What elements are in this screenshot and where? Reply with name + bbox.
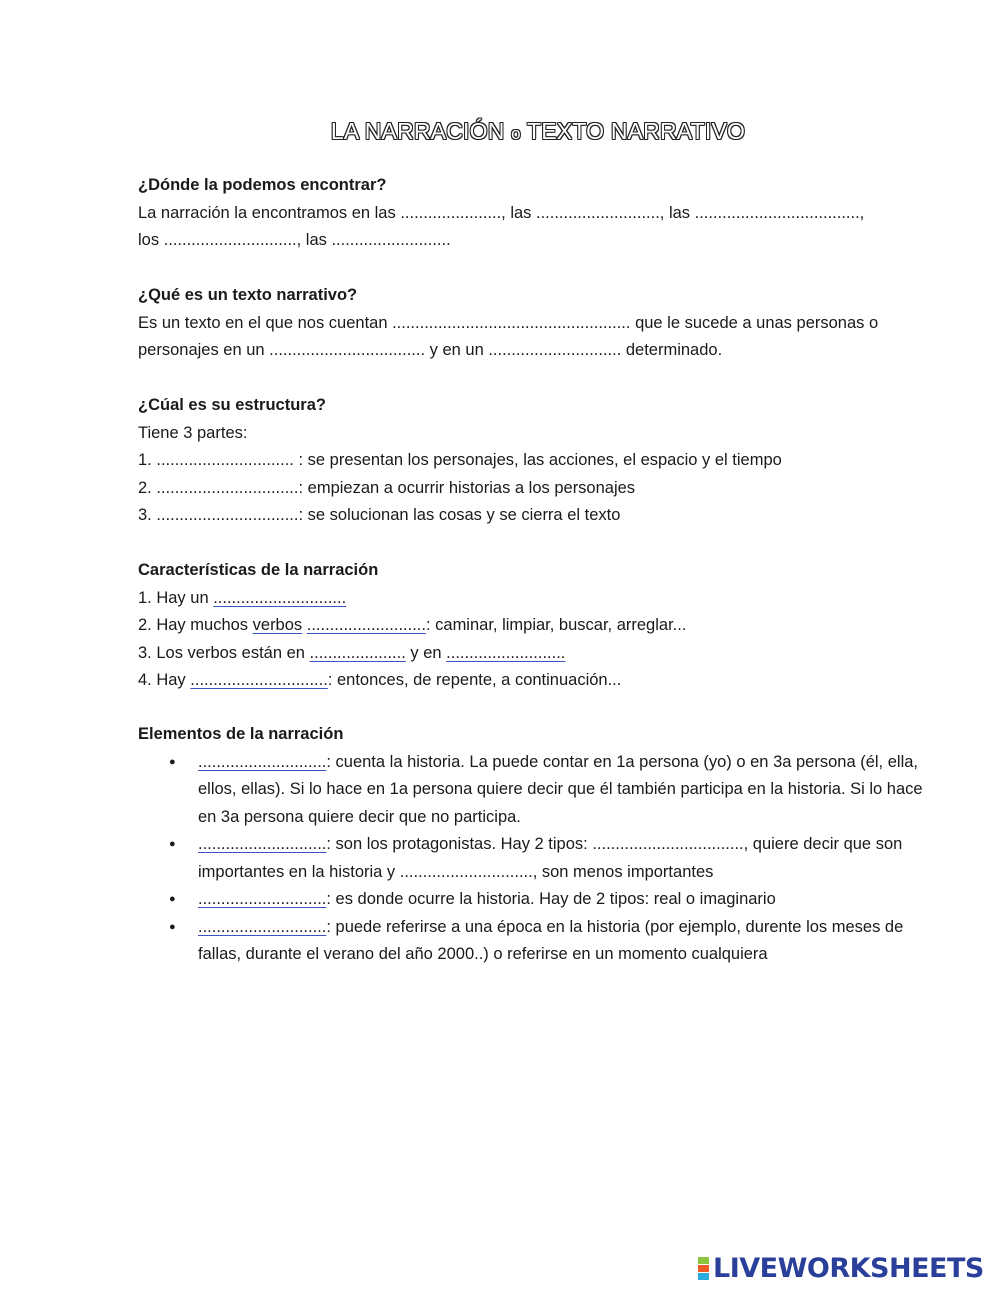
- item-text: : empiezan a ocurrir historias a los personajes: [298, 478, 636, 497]
- item-prefix: 1. Hay un: [138, 588, 214, 607]
- text-line: Tiene 3 partes:: [138, 423, 248, 442]
- section-elementos: [138, 721, 938, 969]
- logo-text: LIVEWORKSHEETS: [713, 1253, 984, 1284]
- item-text: : caminar, limpiar, buscar, arreglar...: [425, 616, 687, 634]
- section-donde: [138, 172, 938, 255]
- liveworksheets-logo: [698, 1253, 984, 1284]
- item-text: : puede referirse a una época en la historia (por ejemplo, durente los meses de fallas, durante el verano del año 2000..) o referirse en un momento cualquiera: [198, 917, 904, 963]
- text-line: los ............................., las ..........................: [138, 231, 451, 249]
- answer-blank[interactable]: ............................: [198, 917, 327, 936]
- list-item: [138, 475, 938, 503]
- answer-blank[interactable]: ..............................: [156, 451, 294, 469]
- text-line: personajes en un .................................. y en un ............................. determinado.: [138, 341, 723, 359]
- list-item: [138, 749, 938, 832]
- item-prefix: 1.: [138, 451, 157, 469]
- section-estructura: [138, 392, 938, 530]
- elements-list: [138, 749, 938, 969]
- text-line: La narración la encontramos en las ......................, las ..........................., las ....................................,: [138, 203, 865, 222]
- item-text: : se presentan los personajes, las acciones, el espacio y el tiempo: [293, 451, 782, 469]
- section-que: [138, 282, 938, 365]
- logo-icon: [698, 1257, 709, 1280]
- item-prefix: 4. Hay: [138, 671, 191, 689]
- item-text: : cuenta la historia. La puede contar en 1a persona (yo) o en 3a persona (él, ella, ellos, ellas). Si lo hace en 1a persona quiere decir que él también participa en la historia. Si lo hace en 3a persona quiere decir que no participa.: [198, 752, 923, 826]
- item-text: : es donde ocurre la historia. Hay de 2 tipos: real o imaginario: [326, 890, 776, 908]
- section-heading: Elementos de la narración: [138, 725, 344, 743]
- title-rest: TEXTO NARRATIVO: [526, 118, 746, 144]
- list-item: [138, 612, 938, 640]
- list-item: [138, 640, 938, 668]
- item-text: : entonces, de repente, a continuación...: [327, 671, 622, 689]
- list-item: [138, 914, 938, 969]
- linked-word: verbos: [252, 616, 303, 634]
- item-prefix: 2.: [138, 478, 157, 497]
- title-main: LA NARRACIÓN: [330, 118, 505, 144]
- list-item: [138, 886, 938, 914]
- list-item: [138, 502, 938, 530]
- section-heading: ¿Cúal es su estructura?: [138, 396, 326, 414]
- answer-blank[interactable]: ............................: [198, 890, 327, 908]
- list-item: [138, 831, 938, 886]
- logo-block: [698, 1273, 709, 1280]
- answer-blank[interactable]: ..............................: [190, 671, 328, 689]
- item-text: : son los protagonistas. Hay 2 tipos: ................................., quiere decir que son importantes en la historia y ............................., son menos importantes: [198, 835, 903, 881]
- item-text: : se solucionan las cosas y se cierra el texto: [298, 506, 621, 524]
- title-connector: o: [511, 124, 521, 143]
- text-line: Es un texto en el que nos cuentan .................................................... que le sucede a unas personas o: [138, 313, 879, 332]
- answer-blank[interactable]: ..........................: [306, 616, 426, 634]
- item-prefix: 3.: [138, 506, 157, 524]
- logo-block: [698, 1257, 709, 1264]
- section-heading: Características de la narración: [138, 561, 379, 579]
- page-title: [0, 118, 1000, 145]
- answer-blank[interactable]: ...............................: [156, 478, 299, 497]
- list-item: [138, 667, 938, 695]
- answer-blank[interactable]: .............................: [213, 588, 347, 607]
- answer-blank[interactable]: ...............................: [156, 506, 299, 524]
- item-prefix: 3. Los verbos están en: [138, 643, 310, 662]
- answer-blank[interactable]: ............................: [198, 835, 327, 853]
- list-item: [138, 585, 938, 613]
- item-prefix: 2. Hay muchos: [138, 616, 253, 634]
- logo-block: [698, 1265, 709, 1272]
- answer-blank[interactable]: .....................: [309, 643, 406, 662]
- section-caracteristicas: [138, 557, 938, 695]
- item-text: y en: [405, 643, 447, 662]
- section-heading: ¿Qué es un texto narrativo?: [138, 286, 358, 304]
- list-item: [138, 447, 938, 475]
- answer-blank[interactable]: ..........................: [446, 643, 566, 662]
- section-heading: ¿Dónde la podemos encontrar?: [138, 176, 387, 194]
- answer-blank[interactable]: ............................: [198, 752, 327, 771]
